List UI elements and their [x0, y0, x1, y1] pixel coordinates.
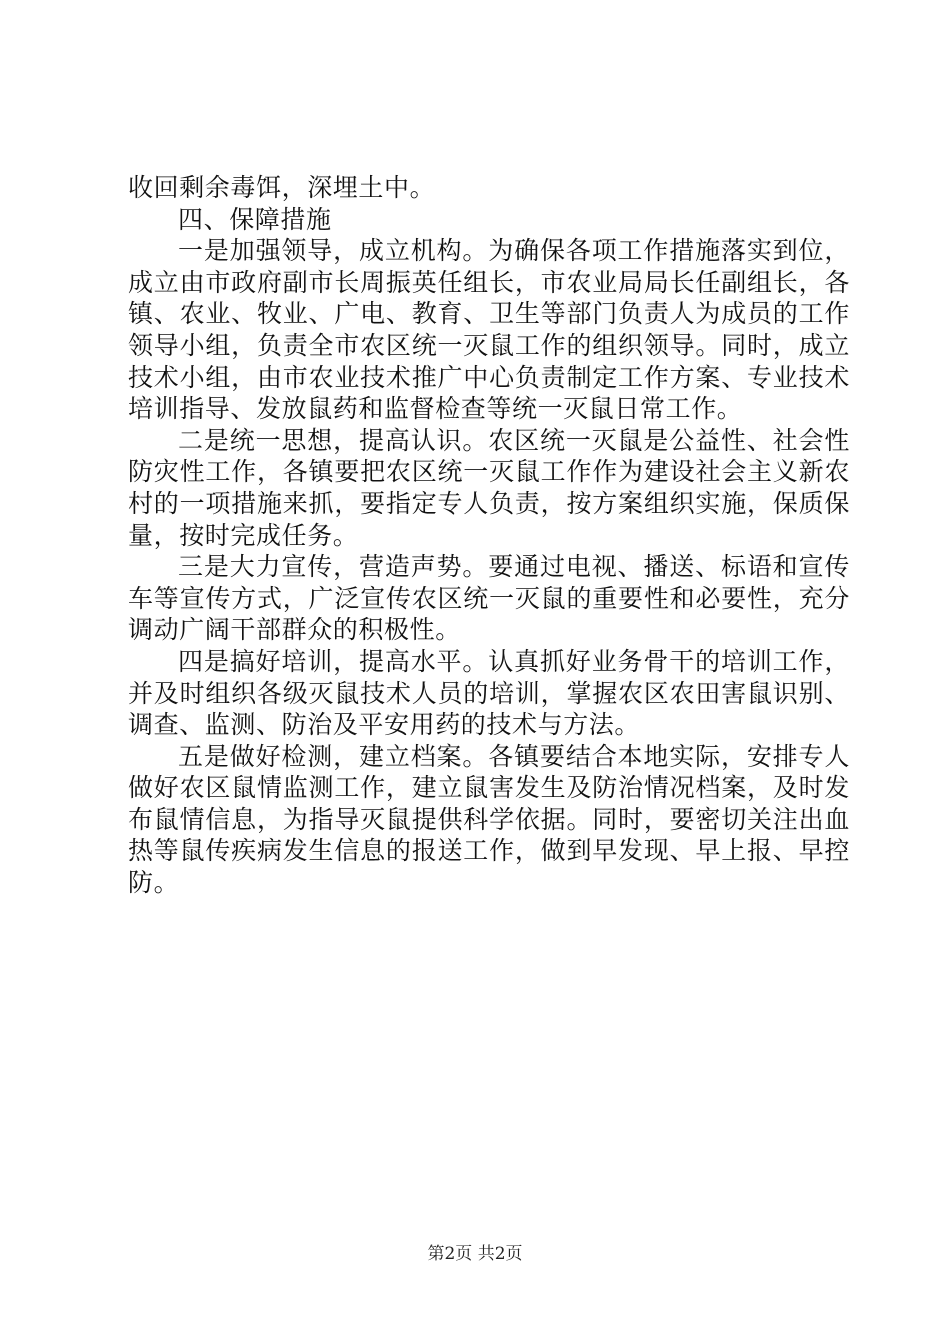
paragraph-measure-4: 四是搞好培训，提高水平。认真抓好业务骨干的培训工作，并及时组织各级灭鼠技术人员的培训，掌握农区农田害鼠识别、调查、监测、防治及平安用药的技术与方法。	[128, 646, 850, 740]
paragraph-measure-5: 五是做好检测，建立档案。各镇要结合本地实际，安排专人做好农区鼠情监测工作，建立鼠害发生及防治情况档案，及时发布鼠情信息，为指导灭鼠提供科学依据。同时，要密切关注出血热等鼠传疾病发生信息的报送工作，做到早发现、早上报、早控防。	[128, 741, 850, 898]
section-heading: 四、保障措施	[178, 204, 332, 234]
paragraph-measure-3: 三是大力宣传，营造声势。要通过电视、播送、标语和宣传车等宣传方式，广泛宣传农区统一灭鼠的重要性和必要性，充分调动广阔干部群众的积极性。	[128, 552, 850, 645]
document-body	[128, 172, 850, 899]
paragraph-measure-2: 二是统一思想，提高认识。农区统一灭鼠是公益性、社会性防灾性工作，各镇要把农区统一灭鼠工作作为建设社会主义新农村的一项措施来抓，要指定专人负责，按方案组织实施，保质保量，按时完成任务。	[128, 425, 850, 550]
paragraph-measure-1: 一是加强领导，成立机构。为确保各项工作措施落实到位，成立由市政府副市长周振英任组长，市农业局局长任副组长，各镇、农业、牧业、广电、教育、卫生等部门负责人为成员的工作领导小组，负责全市农区统一灭鼠工作的组织领导。同时，成立技术小组，由市农业技术推广中心负责制定工作方案、专业技术培训指导、发放鼠药和监督检查等统一灭鼠日常工作。	[128, 236, 850, 424]
page-footer: 第2页 共2页	[427, 1244, 523, 1264]
paragraph-continuation: 收回剩余毒饵，深埋土中。	[128, 173, 436, 202]
